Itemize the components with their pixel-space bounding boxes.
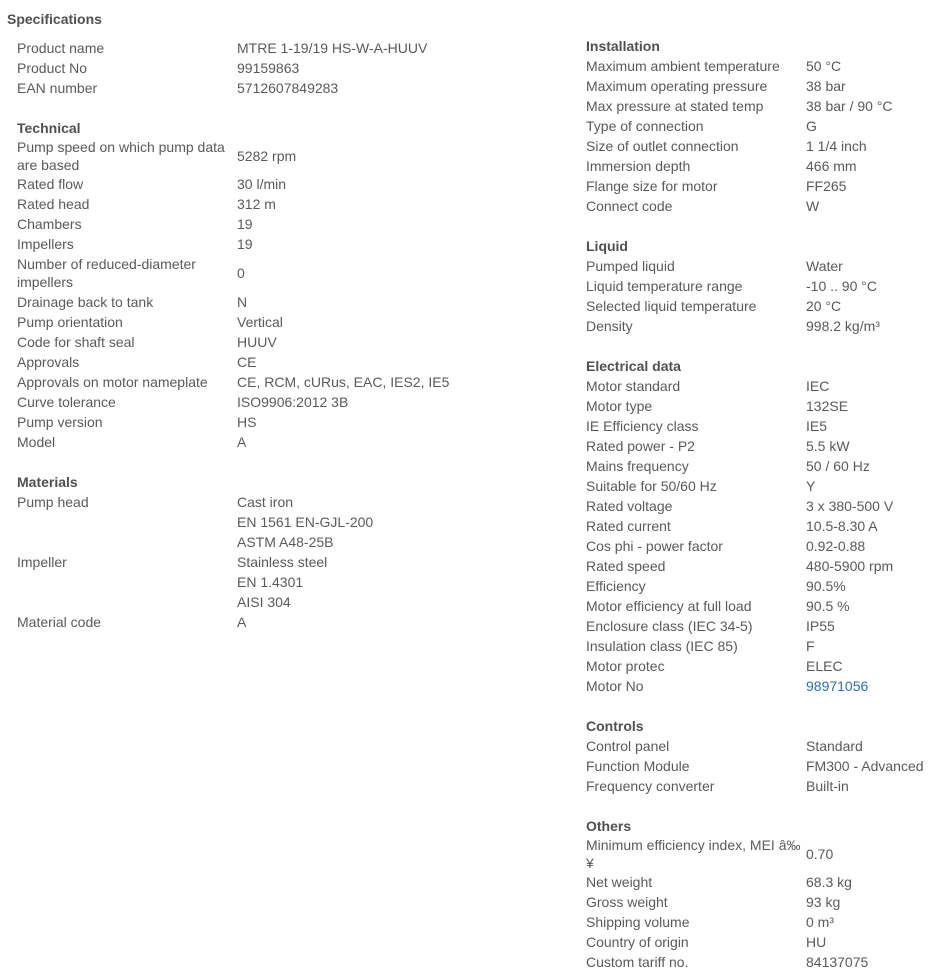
spec-row-ean-number (17, 78, 577, 98)
spec-value: ISO9906:2012 3B (237, 394, 349, 410)
spec-value: W (806, 198, 820, 214)
spec-value: 90.5 % (806, 598, 850, 614)
spec-row (586, 176, 931, 196)
spec-value: -10 .. 90 °C (806, 278, 877, 294)
spec-label: Number of reduced-diameter impellers (17, 256, 196, 290)
spec-label: Impellers (17, 236, 74, 252)
spec-row (17, 412, 577, 432)
spec-label: Control panel (586, 738, 670, 754)
spec-label: Max pressure at stated temp (586, 98, 764, 114)
spec-value: ELEC (806, 658, 843, 674)
page-title: Specifications (7, 11, 102, 27)
section-title-materials: Materials (17, 474, 78, 490)
spec-row (17, 432, 577, 452)
spec-value: 38 bar / 90 °C (806, 98, 893, 114)
spec-label: Curve tolerance (17, 394, 116, 410)
spec-label: Rated current (586, 518, 671, 534)
spec-row (586, 756, 931, 776)
spec-label: Maximum operating pressure (586, 78, 768, 94)
spec-value: 998.2 kg/m³ (806, 318, 880, 334)
spec-value: 0 m³ (806, 914, 834, 930)
spec-value: Built-in (806, 778, 849, 794)
spec-row (586, 872, 931, 892)
motor-no-link[interactable]: 98971056 (806, 678, 869, 694)
spec-label: Pumped liquid (586, 258, 675, 274)
section-title-installation: Installation (586, 38, 660, 54)
technical-section (17, 118, 577, 452)
spec-label: Country of origin (586, 934, 689, 950)
spec-value: 466 mm (806, 158, 857, 174)
spec-label: Connect code (586, 198, 673, 214)
spec-row (586, 892, 931, 912)
spec-value: A (237, 614, 247, 630)
spec-value-line: AISI 304 (237, 594, 291, 610)
spec-value-line: Stainless steel (237, 554, 328, 570)
spec-value: IP55 (806, 618, 835, 634)
spec-value: 90.5% (806, 578, 846, 594)
spec-row (17, 234, 577, 254)
spec-value: IE5 (806, 418, 828, 434)
spec-row (586, 296, 931, 316)
spec-value: 0.92-0.88 (806, 538, 866, 554)
spec-value: G (806, 118, 817, 134)
spec-row (17, 352, 577, 372)
section-title-technical: Technical (17, 120, 81, 136)
left-column (17, 38, 577, 632)
spec-value: 50 / 60 Hz (806, 458, 870, 474)
spec-row-impeller (17, 552, 577, 612)
spec-row (586, 536, 931, 556)
spec-value: F (806, 638, 815, 654)
spec-row (586, 596, 931, 616)
spec-row (586, 932, 931, 952)
spec-label: Flange size for motor (586, 178, 718, 194)
spec-row (586, 156, 931, 176)
others-section (586, 816, 931, 972)
spec-label: Gross weight (586, 894, 668, 910)
spec-row-product-no (17, 58, 577, 78)
spec-row (17, 372, 577, 392)
spec-value: 19 (237, 236, 253, 252)
spec-label: Model (17, 434, 56, 450)
spec-label: Drainage back to tank (17, 294, 154, 310)
spec-value: HUUV (237, 334, 277, 350)
spec-label: Rated head (17, 196, 90, 212)
liquid-section (586, 236, 931, 336)
spec-value: 312 m (237, 196, 276, 212)
spec-row (586, 556, 931, 576)
spec-value-line: EN 1.4301 (237, 574, 304, 590)
spec-label: Density (586, 318, 633, 334)
section-title-electrical: Electrical data (586, 358, 681, 374)
spec-label: Minimum efficiency index, MEI â‰¥ (586, 837, 801, 871)
spec-row (586, 136, 931, 156)
spec-row (586, 776, 931, 796)
spec-label: Chambers (17, 216, 82, 232)
spec-value: 1 1/4 inch (806, 138, 867, 154)
spec-row (586, 76, 931, 96)
spec-row (17, 174, 577, 194)
spec-value: 19 (237, 216, 253, 232)
spec-row (586, 56, 931, 76)
spec-label: Pump version (17, 414, 103, 430)
spec-value: HU (806, 934, 827, 950)
spec-row (586, 196, 931, 216)
spec-row (17, 138, 577, 174)
spec-label: Insulation class (IEC 85) (586, 638, 738, 654)
spec-value: Standard (806, 738, 863, 754)
spec-row (586, 276, 931, 296)
spec-value: HS (237, 414, 257, 430)
spec-value: 0 (237, 265, 245, 281)
spec-row (586, 576, 931, 596)
section-title-others: Others (586, 818, 632, 834)
spec-label: Rated speed (586, 558, 666, 574)
spec-label: Custom tariff no. (586, 954, 689, 970)
spec-value (237, 552, 577, 612)
spec-value: 5282 rpm (237, 148, 297, 164)
spec-value: 50 °C (806, 58, 842, 74)
spec-label: Rated flow (17, 176, 84, 192)
spec-value: 132SE (806, 398, 849, 414)
spec-label: Enclosure class (IEC 34-5) (586, 618, 753, 634)
spec-value: Y (806, 478, 816, 494)
spec-label: Product No (17, 60, 88, 76)
spec-value: 5712607849283 (237, 80, 339, 96)
spec-label: EAN number (17, 80, 98, 96)
spec-label: Impeller (17, 554, 67, 570)
spec-label: Type of connection (586, 118, 704, 134)
spec-label: Motor protec (586, 658, 665, 674)
right-column (586, 36, 931, 972)
spec-label: Function Module (586, 758, 690, 774)
spec-row (17, 214, 577, 234)
spec-label: IE Efficiency class (586, 418, 699, 434)
spec-value: 20 °C (806, 298, 842, 314)
spec-row (586, 952, 931, 972)
spec-row (586, 516, 931, 536)
spec-row (586, 736, 931, 756)
spec-label: Motor type (586, 398, 653, 414)
spec-value: CE (237, 354, 257, 370)
spec-value-line: EN 1561 EN-GJL-200 (237, 514, 374, 530)
spec-label: Maximum ambient temperature (586, 58, 780, 74)
spec-label: Immersion depth (586, 158, 691, 174)
spec-value: 30 l/min (237, 176, 287, 192)
spec-value: 38 bar (806, 78, 846, 94)
spec-row (586, 456, 931, 476)
spec-label: Approvals on motor nameplate (17, 374, 208, 390)
spec-value: Vertical (237, 314, 283, 330)
spec-label: Material code (17, 614, 102, 630)
spec-row (586, 436, 931, 456)
spec-row (586, 396, 931, 416)
spec-label: Pump orientation (17, 314, 123, 330)
controls-section (586, 716, 931, 796)
spec-value: 0.70 (806, 846, 834, 862)
spec-value-line: ASTM A48-25B (237, 534, 334, 550)
spec-row (17, 194, 577, 214)
spec-value: 5.5 kW (806, 438, 850, 454)
spec-label: Pump head (17, 494, 89, 510)
spec-value: A (237, 434, 247, 450)
spec-row (586, 476, 931, 496)
electrical-section (586, 356, 931, 696)
spec-label: Shipping volume (586, 914, 690, 930)
spec-label: Product name (17, 40, 105, 56)
spec-label: Rated power - P2 (586, 438, 695, 454)
spec-label: Suitable for 50/60 Hz (586, 478, 717, 494)
spec-value: 93 kg (806, 894, 841, 910)
spec-row (586, 656, 931, 676)
materials-section (17, 472, 577, 632)
spec-label: Code for shaft seal (17, 334, 135, 350)
spec-row (17, 312, 577, 332)
spec-value: MTRE 1-19/19 HS-W-A-HUUV (237, 40, 428, 56)
spec-row (586, 116, 931, 136)
spec-label: Size of outlet connection (586, 138, 739, 154)
spec-value: CE, RCM, cURus, EAC, IES2, IE5 (237, 374, 450, 390)
spec-row-pump-head (17, 492, 577, 552)
spec-value (237, 492, 577, 552)
spec-label: Efficiency (586, 578, 646, 594)
spec-value: Water (806, 258, 843, 274)
spec-row (586, 496, 931, 516)
section-title-liquid: Liquid (586, 238, 628, 254)
spec-value: IEC (806, 378, 830, 394)
spec-row (586, 912, 931, 932)
installation-section (586, 36, 931, 216)
spec-row (17, 254, 577, 292)
spec-label: Selected liquid temperature (586, 298, 757, 314)
spec-value-line: Cast iron (237, 494, 294, 510)
spec-label: Approvals (17, 354, 80, 370)
spec-value: 3 x 380-500 V (806, 498, 894, 514)
spec-row-motor-no (586, 676, 931, 696)
spec-row (586, 376, 931, 396)
spec-label: Pump speed on which pump data are based (17, 139, 225, 173)
spec-label: Mains frequency (586, 458, 689, 474)
spec-row (586, 96, 931, 116)
spec-row (17, 392, 577, 412)
spec-value: 10.5-8.30 A (806, 518, 878, 534)
spec-value: FM300 - Advanced (806, 758, 924, 774)
spec-label: Cos phi - power factor (586, 538, 723, 554)
spec-value: FF265 (806, 178, 847, 194)
spec-row (586, 836, 931, 872)
spec-label: Liquid temperature range (586, 278, 743, 294)
spec-row (586, 416, 931, 436)
spec-row (586, 316, 931, 336)
spec-label: Motor efficiency at full load (586, 598, 752, 614)
spec-row (586, 616, 931, 636)
spec-row (17, 292, 577, 312)
spec-label: Rated voltage (586, 498, 673, 514)
spec-row (586, 256, 931, 276)
spec-row (17, 332, 577, 352)
spec-label: Net weight (586, 874, 653, 890)
spec-row (586, 636, 931, 656)
spec-value: 68.3 kg (806, 874, 852, 890)
spec-row-product-name (17, 38, 577, 58)
section-title-controls: Controls (586, 718, 644, 734)
spec-value: N (237, 294, 248, 310)
spec-label: Frequency converter (586, 778, 715, 794)
spec-value: 480-5900 rpm (806, 558, 894, 574)
spec-row-material-code (17, 612, 577, 632)
general-section (17, 38, 577, 98)
spec-label: Motor No (586, 678, 644, 694)
spec-value: 99159863 (237, 60, 300, 76)
spec-label: Motor standard (586, 378, 681, 394)
spec-value: 84137075 (806, 954, 869, 970)
